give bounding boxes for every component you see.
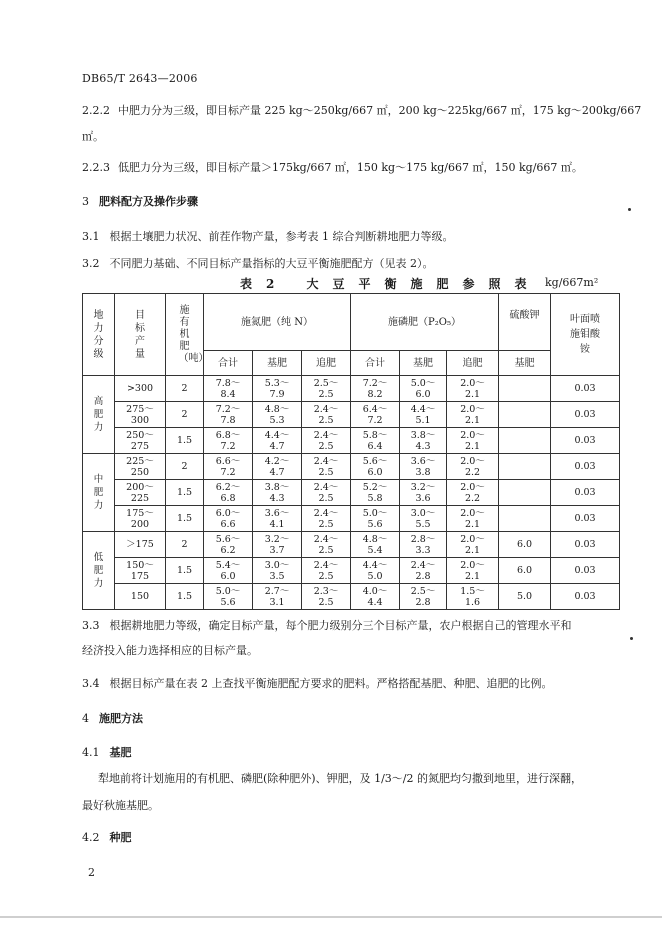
header-n-total: 合计 xyxy=(204,351,253,376)
cell-k-base xyxy=(499,506,551,532)
cell-target: 225～ 250 xyxy=(115,454,166,480)
cell-foliar: 0.03 xyxy=(551,558,620,584)
cell-p-base: 3.2～ 3.6 xyxy=(400,480,447,506)
clause-text: 根据目标产量在表 2 上查找平衡施肥配方要求的肥料。严格搭配基肥、种肥、追肥的比例。 xyxy=(109,677,553,690)
cell-p-base: 2.5～ 2.8 xyxy=(400,584,447,610)
cell-p-top: 2.0～ 2.1 xyxy=(447,532,499,558)
clause-3-2 xyxy=(82,256,434,272)
clause-text: 中肥力分为三级，即目标产量 225 kg～250kg/667 ㎡，200 kg～225kg/667 ㎡，175 kg～200kg/667 xyxy=(118,104,642,117)
cell-target: >300 xyxy=(115,376,166,402)
cell-foliar: 0.03 xyxy=(551,480,620,506)
clause-number: 3.2 xyxy=(82,257,100,270)
header-k-base: 基肥 xyxy=(499,351,551,376)
section-title: 基肥 xyxy=(109,746,132,759)
section-3-heading xyxy=(82,193,198,209)
cell-p-top: 2.0～ 2.1 xyxy=(447,376,499,402)
scan-speck xyxy=(630,637,633,640)
section-number: 4.2 xyxy=(82,831,100,844)
cell-n-total: 5.0～ 5.6 xyxy=(204,584,253,610)
header-nitrogen: 施氮肥（纯 N） xyxy=(204,294,351,351)
clause-3-1 xyxy=(82,229,454,245)
page-number: 2 xyxy=(88,866,95,879)
cell-n-top: 2.4～ 2.5 xyxy=(302,506,351,532)
cell-p-top: 1.5～ 1.6 xyxy=(447,584,499,610)
cell-p-base: 3.8～ 4.3 xyxy=(400,428,447,454)
cell-target: ＞175 xyxy=(115,532,166,558)
cell-p-total: 5.8～ 6.4 xyxy=(351,428,400,454)
clause-text: 不同肥力基础、不同目标产量指标的大豆平衡施肥配方（见表 2）。 xyxy=(109,257,434,270)
cell-organic: 1.5 xyxy=(166,584,204,610)
cell-p-base: 2.8～ 3.3 xyxy=(400,532,447,558)
cell-n-base: 4.8～ 5.3 xyxy=(253,402,302,428)
table-row xyxy=(83,584,620,610)
cell-foliar: 0.03 xyxy=(551,506,620,532)
header-n-top: 追肥 xyxy=(302,351,351,376)
cell-n-top: 2.4～ 2.5 xyxy=(302,402,351,428)
cell-foliar: 0.03 xyxy=(551,454,620,480)
cell-k-base: 6.0 xyxy=(499,532,551,558)
cell-n-top: 2.4～ 2.5 xyxy=(302,558,351,584)
cell-n-top: 2.4～ 2.5 xyxy=(302,480,351,506)
cell-k-base xyxy=(499,454,551,480)
clause-number: 3.4 xyxy=(82,677,100,690)
clause-2-2-2-line2: ㎡。 xyxy=(82,130,104,143)
table-row xyxy=(83,428,620,454)
header-p-base: 基肥 xyxy=(400,351,447,376)
section-4-1-heading xyxy=(82,744,132,760)
cell-n-total: 6.2～ 6.8 xyxy=(204,480,253,506)
section-title: 种肥 xyxy=(109,831,132,844)
cell-k-base: 6.0 xyxy=(499,558,551,584)
cell-p-total: 4.0～ 4.4 xyxy=(351,584,400,610)
cell-target: 175～ 200 xyxy=(115,506,166,532)
cell-organic: 1.5 xyxy=(166,506,204,532)
cell-foliar: 0.03 xyxy=(551,428,620,454)
cell-n-total: 6.6～ 7.2 xyxy=(204,454,253,480)
clause-number: 3.1 xyxy=(82,230,100,243)
cell-organic: 2 xyxy=(166,532,204,558)
clause-text: 低肥力分为三级，即目标产量＞175kg/667 ㎡，150 kg～175 kg/667 ㎡，150 kg/667 ㎡。 xyxy=(118,161,583,174)
cell-foliar: 0.03 xyxy=(551,532,620,558)
cell-n-base: 5.3～ 7.9 xyxy=(253,376,302,402)
table-row xyxy=(83,532,620,558)
cell-organic: 1.5 xyxy=(166,480,204,506)
section-4-heading xyxy=(82,710,143,726)
cell-p-base: 2.4～ 2.8 xyxy=(400,558,447,584)
clause-number: 2.2.3 xyxy=(82,161,110,174)
cell-n-top: 2.3～ 2.5 xyxy=(302,584,351,610)
cell-n-base: 3.8～ 4.3 xyxy=(253,480,302,506)
table-row xyxy=(83,376,620,402)
cell-organic: 1.5 xyxy=(166,428,204,454)
section-4-2-heading xyxy=(82,829,132,845)
cell-n-total: 5.4～ 6.0 xyxy=(204,558,253,584)
cell-p-total: 5.2～ 5.8 xyxy=(351,480,400,506)
cell-foliar: 0.03 xyxy=(551,402,620,428)
clause-text: 根据土壤肥力状况、前茬作物产量，参考表 1 综合判断耕地肥力等级。 xyxy=(109,230,454,243)
cell-n-top: 2.4～ 2.5 xyxy=(302,454,351,480)
cell-p-base: 5.0～ 6.0 xyxy=(400,376,447,402)
section-title: 肥料配方及操作步骤 xyxy=(99,195,198,208)
header-n-base: 基肥 xyxy=(253,351,302,376)
cell-level: 中肥力 xyxy=(83,454,115,532)
cell-n-total: 7.2～ 7.8 xyxy=(204,402,253,428)
cell-p-base: 3.0～ 5.5 xyxy=(400,506,447,532)
header-organic: 施有机肥（吨） xyxy=(166,294,204,376)
clause-number: 3.3 xyxy=(82,619,100,632)
cell-k-base xyxy=(499,402,551,428)
cell-k-base xyxy=(499,428,551,454)
table-unit: kg/667m² xyxy=(545,276,599,289)
cell-n-base: 4.4～ 4.7 xyxy=(253,428,302,454)
section-number: 4.1 xyxy=(82,746,100,759)
cell-p-top: 2.0～ 2.2 xyxy=(447,454,499,480)
cell-p-top: 2.0～ 2.1 xyxy=(447,506,499,532)
section-title: 施肥方法 xyxy=(99,712,143,725)
header-target: 目标产量 xyxy=(115,294,166,376)
header-phosphate: 施磷肥（P₂O₅） xyxy=(351,294,499,351)
cell-k-base xyxy=(499,376,551,402)
cell-p-base: 3.6～ 3.8 xyxy=(400,454,447,480)
clause-number: 2.2.2 xyxy=(82,104,110,117)
cell-n-base: 2.7～ 3.1 xyxy=(253,584,302,610)
section-number: 4 xyxy=(82,712,89,725)
clause-3-3-line1 xyxy=(82,618,572,634)
cell-p-top: 2.0～ 2.1 xyxy=(447,428,499,454)
cell-p-total: 4.8～ 5.4 xyxy=(351,532,400,558)
cell-n-top: 2.4～ 2.5 xyxy=(302,532,351,558)
doc-header: DB65/T 2643—2006 xyxy=(82,72,198,85)
cell-p-total: 6.4～ 7.2 xyxy=(351,402,400,428)
cell-target: 275～ 300 xyxy=(115,402,166,428)
cell-p-top: 2.0～ 2.2 xyxy=(447,480,499,506)
table-row xyxy=(83,480,620,506)
cell-foliar: 0.03 xyxy=(551,376,620,402)
fertilizer-table xyxy=(82,293,620,610)
cell-n-total: 7.8～ 8.4 xyxy=(204,376,253,402)
clause-2-2-2-line1 xyxy=(82,103,641,119)
cell-organic: 1.5 xyxy=(166,558,204,584)
cell-organic: 2 xyxy=(166,376,204,402)
cell-p-base: 4.4～ 5.1 xyxy=(400,402,447,428)
clause-4-1-line1: 犁地前将计划施用的有机肥、磷肥(除种肥外)、钾肥，及 1/3～/2 的氮肥均匀撒到地里，进行深翻， xyxy=(98,772,582,785)
cell-p-top: 2.0～ 2.1 xyxy=(447,402,499,428)
cell-n-base: 3.0～ 3.5 xyxy=(253,558,302,584)
cell-n-top: 2.4～ 2.5 xyxy=(302,428,351,454)
scan-speck xyxy=(628,208,631,211)
cell-organic: 2 xyxy=(166,454,204,480)
cell-target: 150 xyxy=(115,584,166,610)
clause-4-1-line2: 最好秋施基肥。 xyxy=(82,799,159,812)
header-p-top: 追肥 xyxy=(447,351,499,376)
table-body xyxy=(83,376,620,610)
cell-target: 200～ 225 xyxy=(115,480,166,506)
clause-text: 根据耕地肥力等级，确定目标产量，每个肥力级别分三个目标产量，农户根据自己的管理水平和 xyxy=(109,619,572,632)
cell-n-base: 3.6～ 4.1 xyxy=(253,506,302,532)
table-row xyxy=(83,558,620,584)
cell-p-total: 5.6～ 6.0 xyxy=(351,454,400,480)
cell-n-base: 4.2～ 4.7 xyxy=(253,454,302,480)
table-row xyxy=(83,454,620,480)
table-row xyxy=(83,402,620,428)
header-p-total: 合计 xyxy=(351,351,400,376)
cell-n-base: 3.2～ 3.7 xyxy=(253,532,302,558)
cell-target: 150～ 175 xyxy=(115,558,166,584)
cell-target: 250～ 275 xyxy=(115,428,166,454)
cell-p-total: 5.0～ 5.6 xyxy=(351,506,400,532)
header-foliar: 叶面喷施钼酸铵 xyxy=(551,294,620,376)
cell-k-base xyxy=(499,480,551,506)
cell-n-total: 6.8～ 7.2 xyxy=(204,428,253,454)
cell-foliar: 0.03 xyxy=(551,584,620,610)
cell-p-total: 7.2～ 8.2 xyxy=(351,376,400,402)
cell-organic: 2 xyxy=(166,402,204,428)
clause-2-2-3 xyxy=(82,160,583,176)
clause-3-4 xyxy=(82,676,553,692)
cell-level: 低肥力 xyxy=(83,532,115,610)
cell-p-top: 2.0～ 2.1 xyxy=(447,558,499,584)
scan-edge xyxy=(0,916,662,918)
cell-p-total: 4.4～ 5.0 xyxy=(351,558,400,584)
cell-n-total: 5.6～ 6.2 xyxy=(204,532,253,558)
header-potash: 硫酸钾 xyxy=(499,294,551,351)
section-number: 3 xyxy=(82,195,89,208)
header-level: 地力分级 xyxy=(83,294,115,376)
cell-level: 高肥力 xyxy=(83,376,115,454)
clause-3-3-line2: 经济投入能力选择相应的目标产量。 xyxy=(82,644,258,657)
cell-n-total: 6.0～ 6.6 xyxy=(204,506,253,532)
table-title: 表2 大豆平衡施肥参照表 xyxy=(240,277,541,291)
cell-n-top: 2.5～ 2.5 xyxy=(302,376,351,402)
cell-k-base: 5.0 xyxy=(499,584,551,610)
table-row xyxy=(83,506,620,532)
